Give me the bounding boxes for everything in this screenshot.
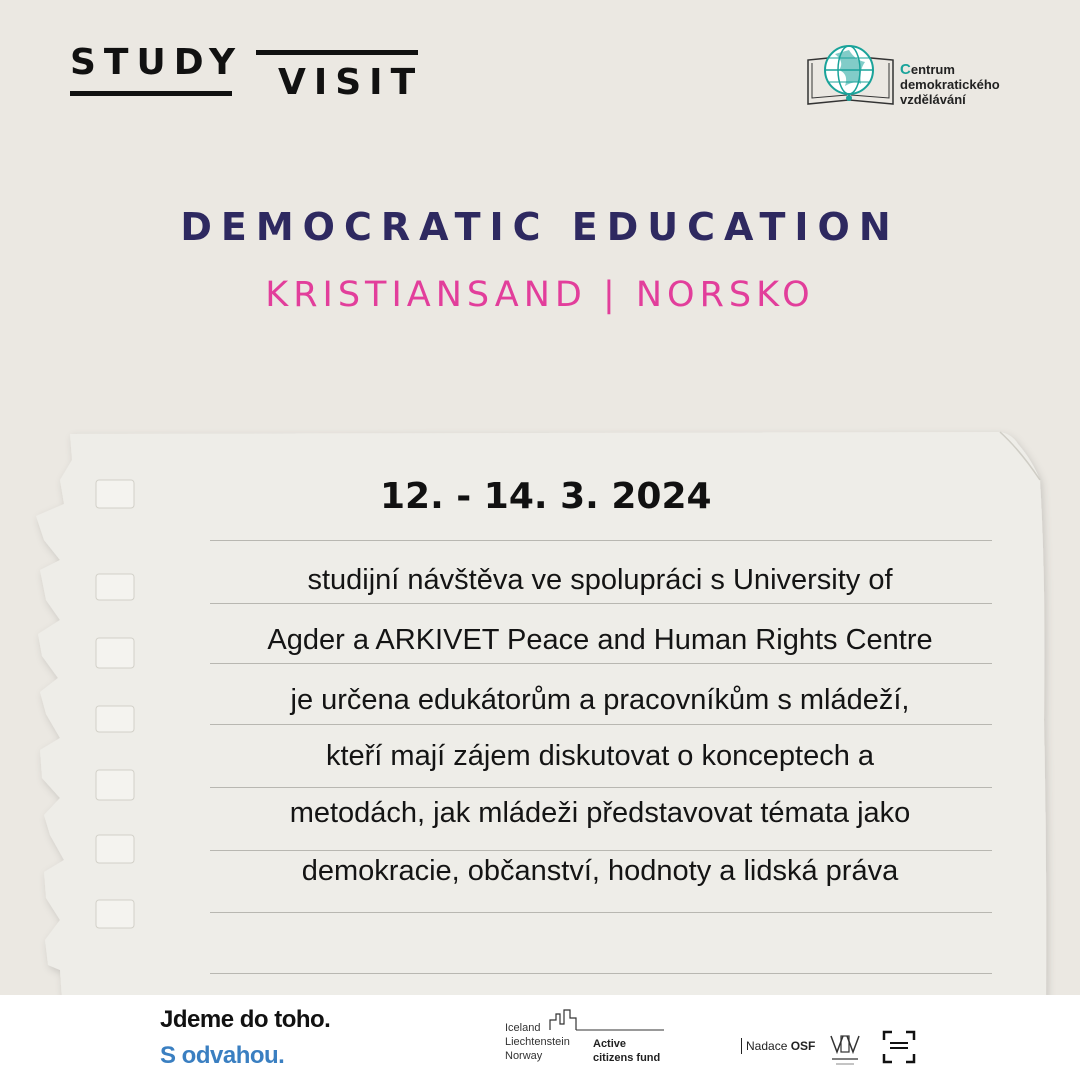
fund-line2: citizens fund — [593, 1052, 661, 1064]
description-line: metodách, jak mládeži představovat témata jako — [289, 797, 911, 829]
logo-line3: vzdělávání — [900, 92, 966, 107]
fund-line1: Active — [593, 1038, 627, 1050]
slogan-line2: S odvahou. — [160, 1042, 285, 1069]
centrum-logo-text — [900, 62, 1000, 107]
description-line: kteří mají zájem diskutovat o konceptech a — [325, 740, 875, 772]
ruled-line — [210, 724, 992, 725]
slogan-line1: Jdeme do toho. — [160, 1006, 331, 1033]
description-line: je určena edukátorům a pracovníkům s mládeží, — [290, 684, 910, 716]
country-iceland: Iceland — [505, 1022, 541, 1034]
study-underline — [70, 91, 232, 96]
ruled-line — [210, 973, 992, 974]
logo-initial: C — [900, 61, 911, 78]
ruled-line — [210, 787, 992, 788]
logo-line2: demokratického — [900, 77, 1000, 92]
active-citizens-fund — [593, 1037, 660, 1065]
nadace-osf-logo — [746, 1039, 815, 1053]
ruled-line — [210, 850, 992, 851]
ruled-line — [210, 912, 992, 913]
country-norway: Norway — [505, 1050, 543, 1062]
osf-divider — [741, 1038, 742, 1054]
ruled-line — [210, 603, 992, 604]
event-date: 12. - 14. 3. 2024 — [380, 476, 712, 517]
study-word: STUDY — [70, 42, 244, 83]
page-title: DEMOCRATIC EDUCATION — [180, 205, 900, 249]
skautsky-institut-logo-icon — [882, 1030, 916, 1064]
vdv-logo-icon — [828, 1032, 862, 1068]
location-subtitle: KRISTIANSAND | NORSKO — [265, 275, 815, 315]
osf-prefix: Nadace — [746, 1039, 788, 1053]
country-liechtenstein: Liechtenstein — [505, 1036, 570, 1048]
description-line: demokracie, občanství, hodnoty a lidská práva — [301, 855, 899, 887]
description-line: Agder a ARKIVET Peace and Human Rights Centre — [267, 624, 933, 656]
visit-word: VISIT — [278, 62, 424, 103]
donor-countries — [505, 1021, 570, 1063]
visit-overline — [256, 50, 418, 55]
ruled-line — [210, 663, 992, 664]
logo-line1: entrum — [910, 62, 955, 77]
osf-name: OSF — [790, 1039, 816, 1053]
description-line: studijní návštěva ve spolupráci s University of — [307, 564, 893, 596]
ruled-line — [210, 540, 992, 541]
